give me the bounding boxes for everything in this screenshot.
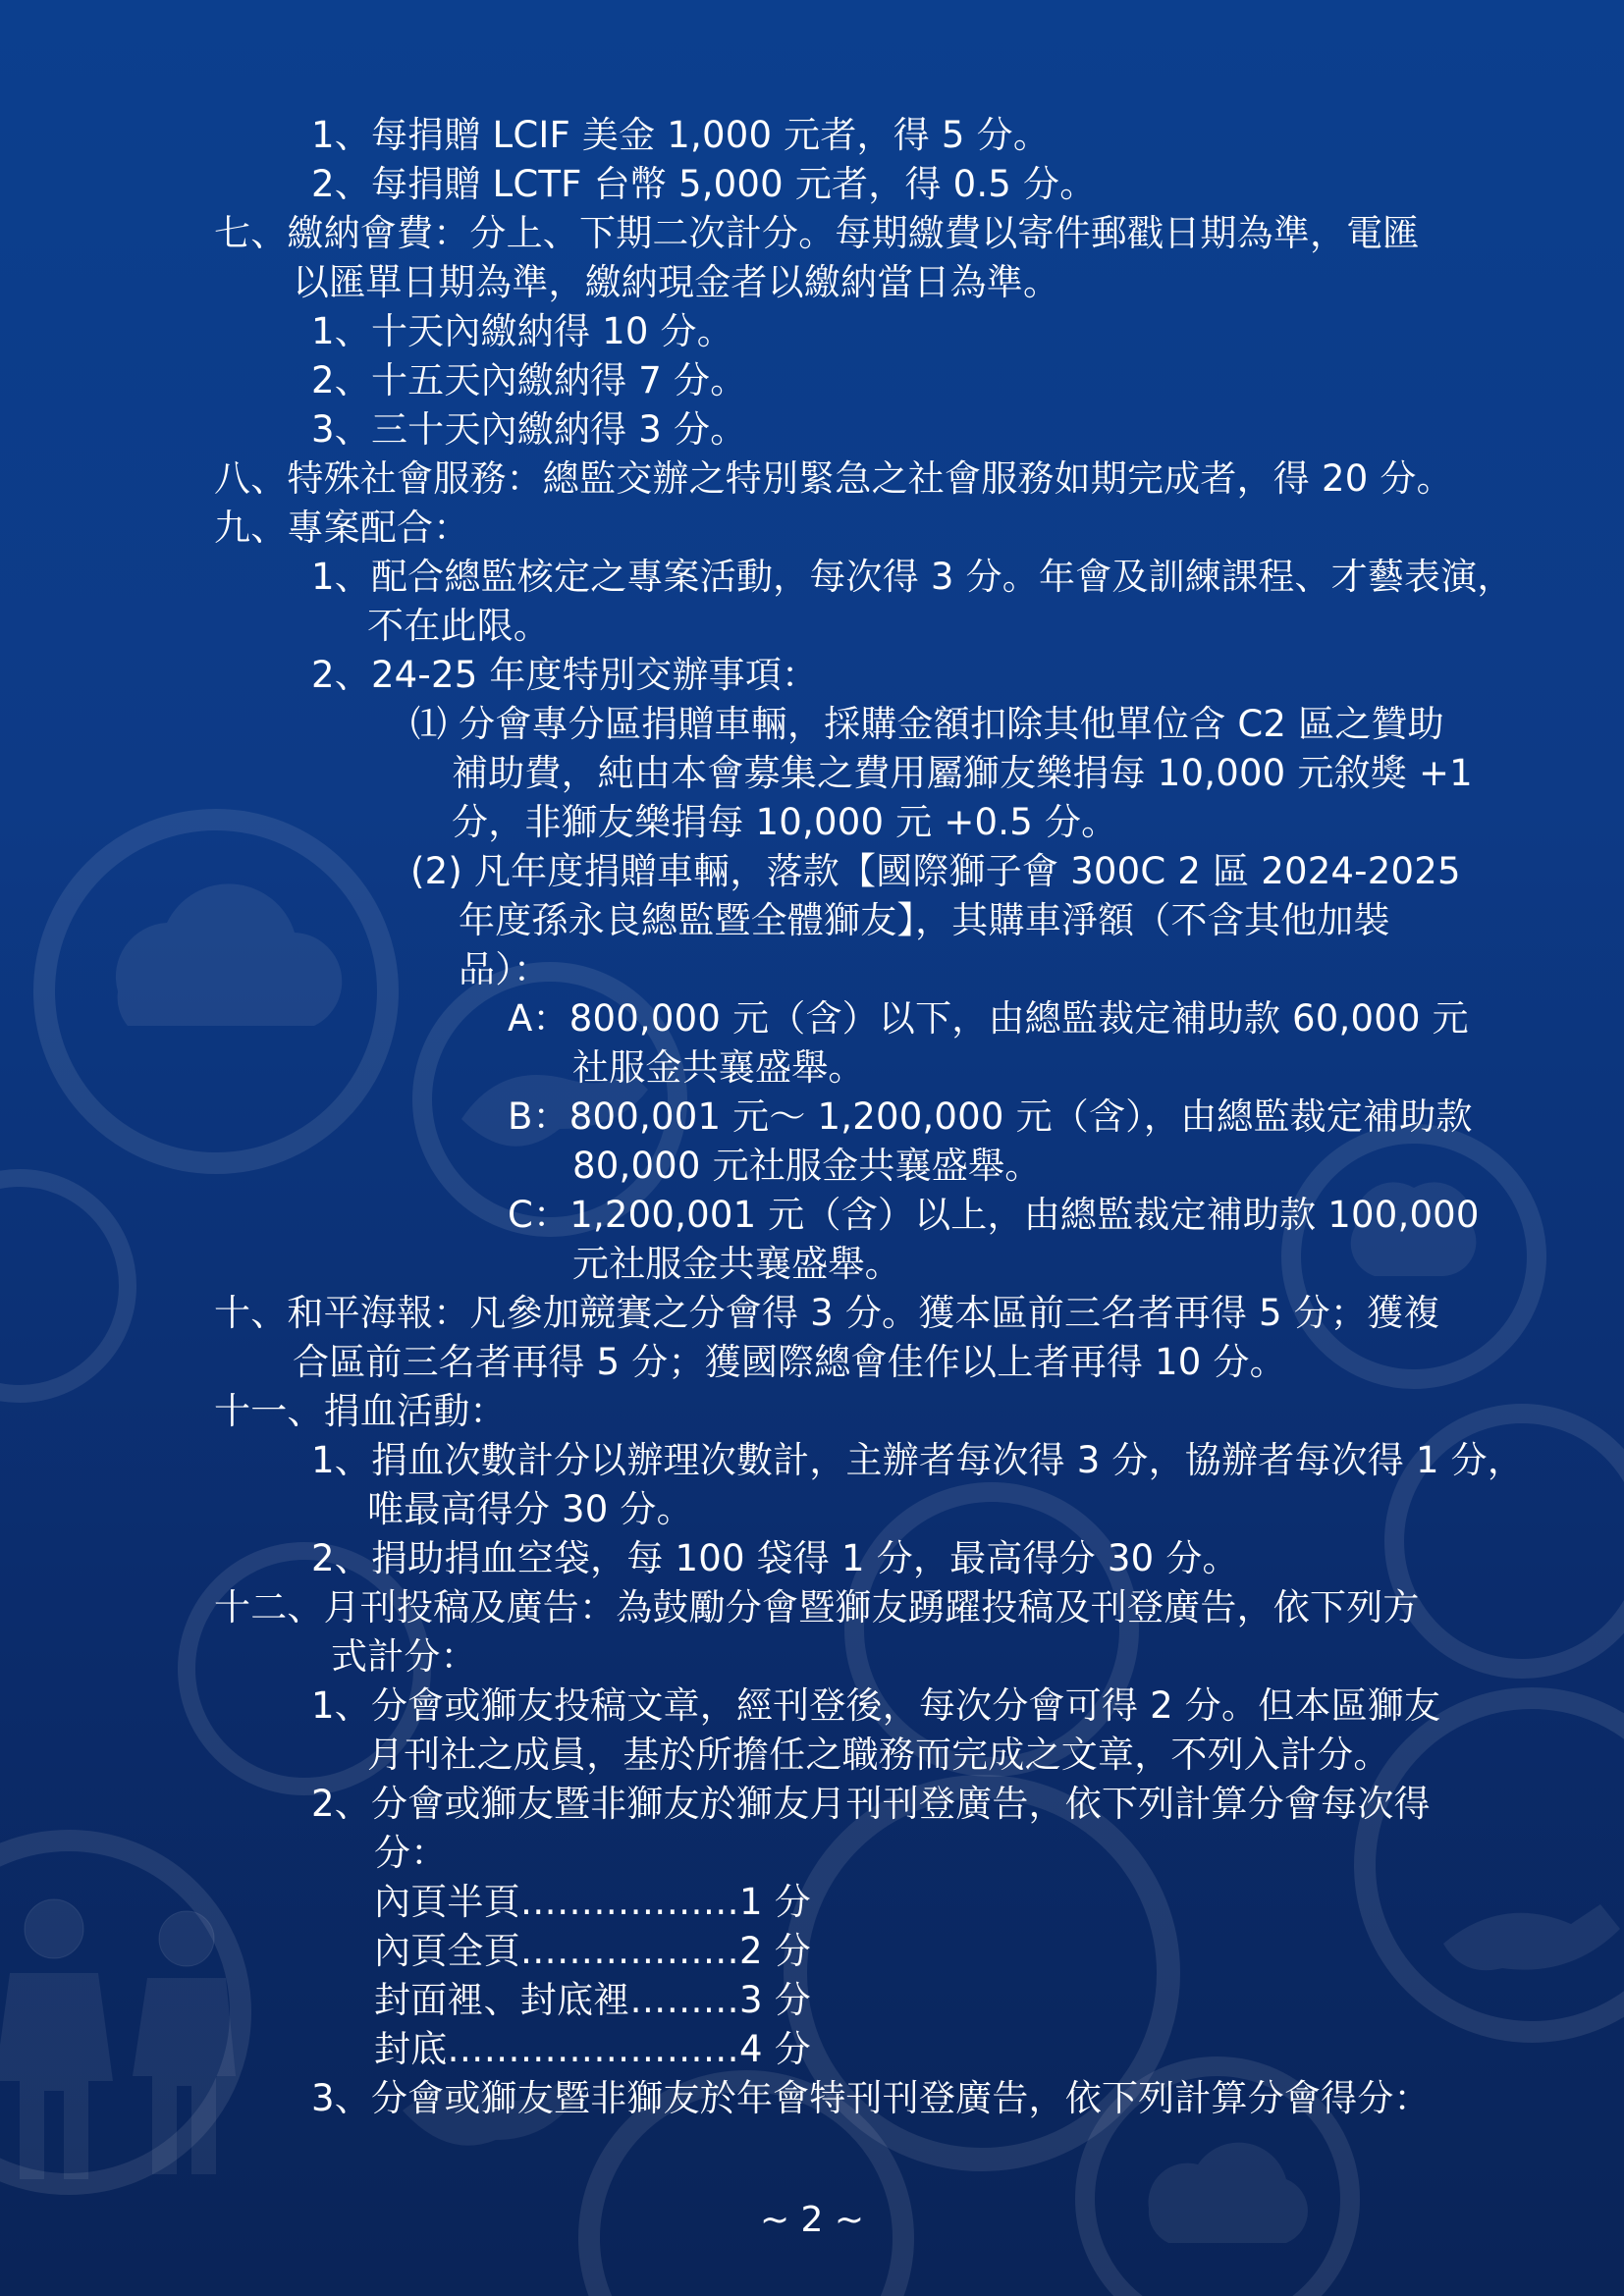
text-line: 1、分會或獅友投稿文章，經刊登後，每次分會可得 2 分。但本區獅友	[311, 1684, 1441, 1727]
price-list-item: 內頁全頁………………2 分	[374, 1930, 811, 1972]
text-line: 80,000 元社服金共襄盛舉。	[572, 1145, 1042, 1187]
text-line: 以匯單日期為準，繳納現金者以繳納當日為準。	[293, 261, 1060, 303]
page-number: ~ 2 ~	[759, 2200, 865, 2240]
text-line: 品）：	[459, 948, 551, 990]
text-line: 2、24-25 年度特別交辦事項：	[311, 654, 819, 696]
section-heading: 十一、捐血活動：	[214, 1390, 507, 1432]
text-line: 1、捐血次數計分以辦理次數計，主辦者每次得 3 分，協辦者每次得 1 分，	[311, 1439, 1525, 1481]
text-line: 3、三十天內繳納得 3 分。	[311, 408, 747, 451]
text-line: (2) 凡年度捐贈車輛，落款【國際獅子會 300C 2 區 2024-2025	[410, 850, 1461, 892]
text-line: 2、捐助捐血空袋，每 100 袋得 1 分，最高得分 30 分。	[311, 1537, 1239, 1579]
text-line: C：1,200,001 元（含）以上，由總監裁定補助款 100,000	[508, 1194, 1480, 1236]
text-line: 分，非獅友樂捐每 10,000 元 +0.5 分。	[452, 801, 1118, 843]
text-line: A：800,000 元（含）以下，由總監裁定補助款 60,000 元	[508, 997, 1469, 1040]
price-list-item: 內頁半頁………………1 分	[374, 1881, 811, 1923]
text-line: 社服金共襄盛舉。	[572, 1046, 865, 1089]
text-line: 2、每捐贈 LCTF 台幣 5,000 元者，得 0.5 分。	[311, 163, 1097, 205]
text-line: 2、分會或獅友暨非獅友於獅友月刊刊登廣告，依下列計算分會每次得	[311, 1783, 1431, 1825]
text-line: 1、配合總監核定之專案活動，每次得 3 分。年會及訓練課程、才藝表演，	[311, 556, 1514, 598]
text-line: 不在此限。	[367, 605, 550, 647]
section-heading: 十、和平海報：凡參加競賽之分會得 3 分。獲本區前三名者再得 5 分；獲複	[214, 1292, 1440, 1334]
section-heading: 八、特殊社會服務：總監交辦之特別緊急之社會服務如期完成者，得 20 分。	[214, 457, 1453, 500]
text-line: 補助費，純由本會募集之費用屬獅友樂捐每 10,000 元敘獎 +1	[452, 752, 1473, 794]
section-heading: 九、專案配合：	[214, 507, 470, 549]
text-line: 年度孫永良總監暨全體獅友】，其購車淨額（不含其他加裝	[459, 899, 1390, 941]
text-line: ⑴ 分會專分區捐贈車輛，採購金額扣除其他單位含 C2 區之贊助	[410, 703, 1444, 745]
price-list-item: 封面裡、封底裡………3 分	[374, 1979, 811, 2021]
text-line: 1、十天內繳納得 10 分。	[311, 310, 733, 352]
text-line: 式計分：	[331, 1635, 477, 1678]
section-heading: 七、繳納會費：分上、下期二次計分。每期繳費以寄件郵戳日期為準，電匯	[214, 212, 1420, 254]
price-list-item: 封底……………………4 分	[374, 2028, 811, 2070]
text-line: B：800,001 元～ 1,200,000 元（含），由總監裁定補助款	[508, 1095, 1473, 1138]
text-line: 分：	[374, 1832, 448, 1874]
tree-icon	[1291, 1134, 1537, 1379]
text-line: 唯最高得分 30 分。	[367, 1488, 693, 1530]
text-line: 1、每捐贈 LCIF 美金 1,000 元者，得 5 分。	[311, 114, 1051, 156]
text-line: 3、分會或獅友暨非獅友於年會特刊刊登廣告，依下列計算分會得分：	[311, 2077, 1431, 2119]
text-line: 月刊社之成員，基於所擔任之職務而完成之文章，不列入計分。	[367, 1734, 1390, 1776]
text-line: 合區前三名者再得 5 分；獲國際總會佳作以上者再得 10 分。	[293, 1341, 1286, 1383]
section-heading: 十二、月刊投稿及廣告：為鼓勵分會暨獅友踴躍投稿及刊登廣告，依下列方	[214, 1586, 1420, 1629]
people-icon	[0, 1841, 241, 2184]
text-line: 元社服金共襄盛舉。	[572, 1243, 901, 1285]
text-line: 2、十五天內繳納得 7 分。	[311, 359, 747, 401]
storm-cloud-icon	[44, 820, 388, 1163]
